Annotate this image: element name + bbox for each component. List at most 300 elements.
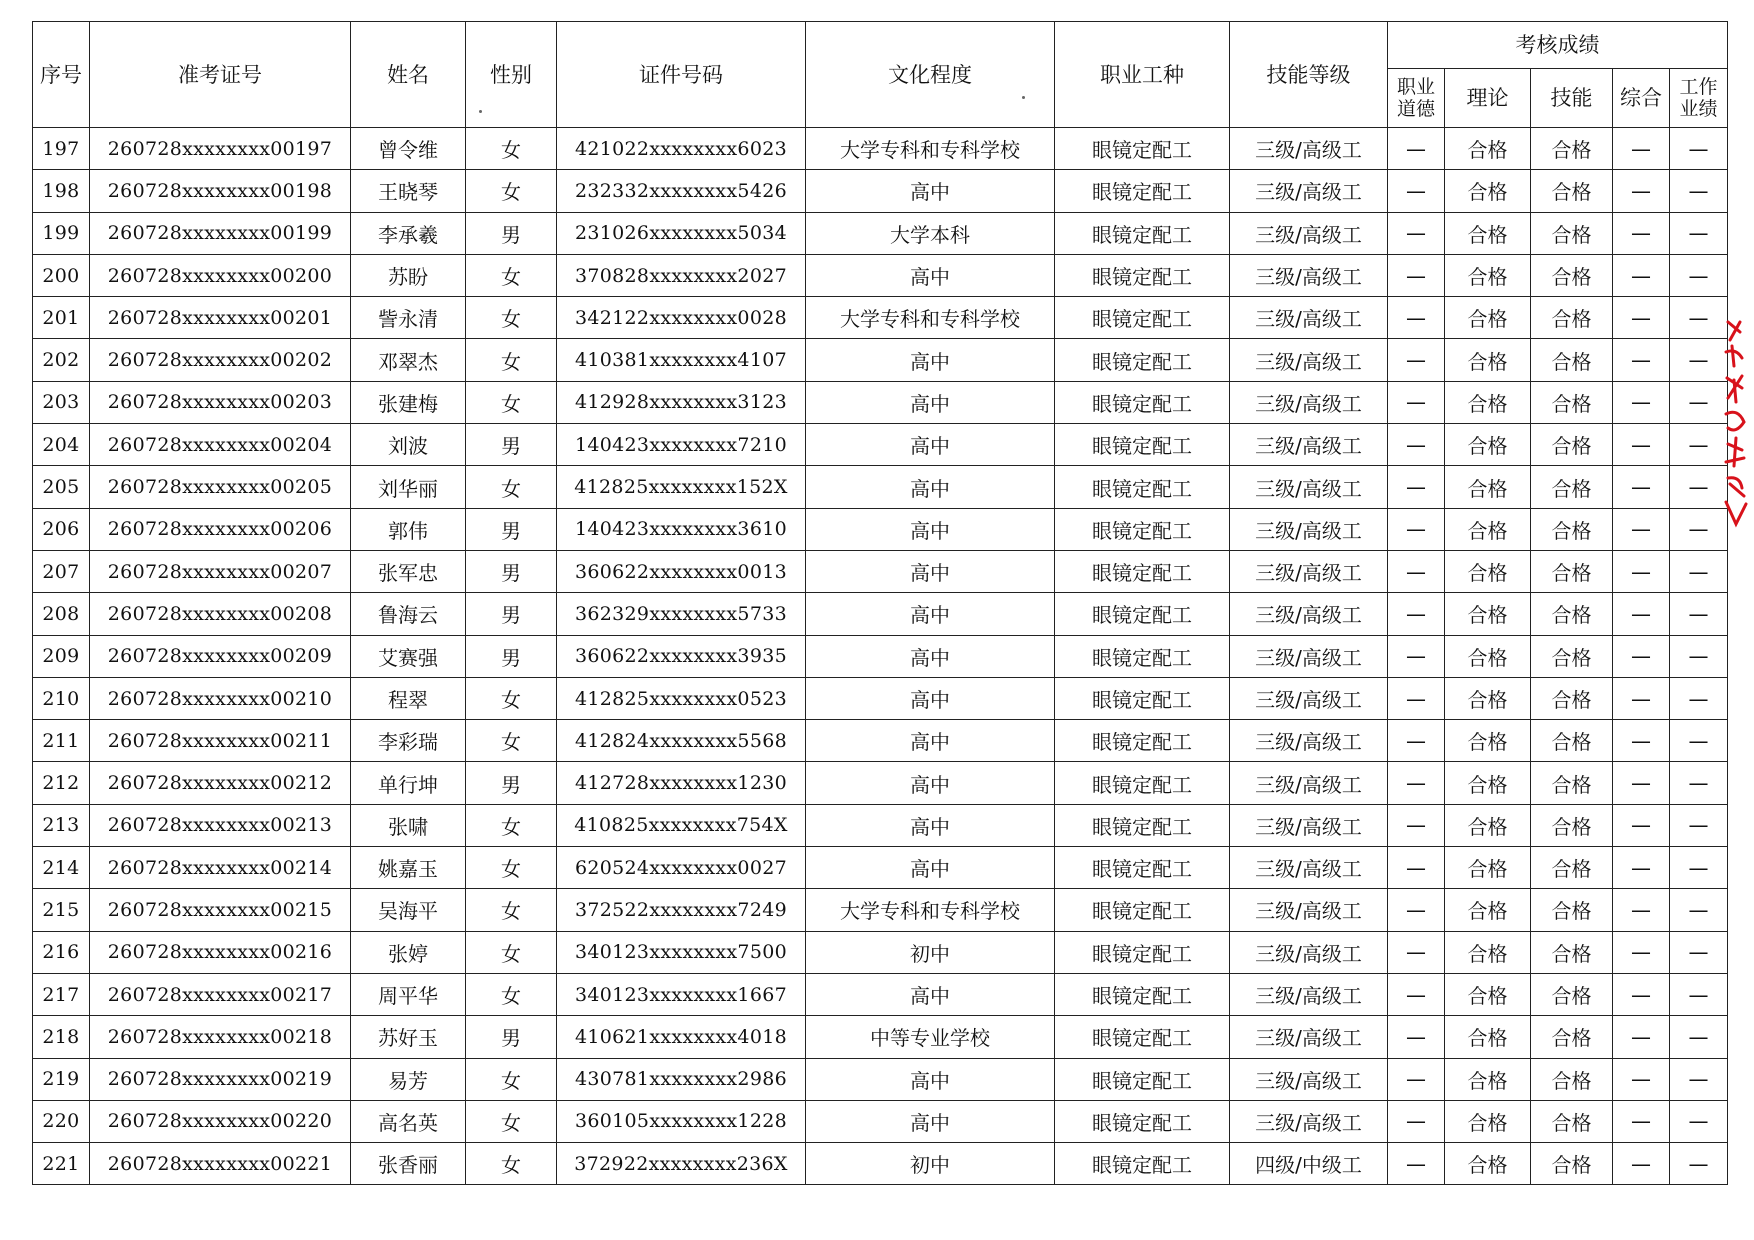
name-cell: 程翠 <box>351 677 466 719</box>
table-row <box>33 466 1728 508</box>
seq-cell: 205 <box>33 466 90 508</box>
seq-cell: 219 <box>33 1058 90 1100</box>
skill-cell: 合格 <box>1531 1100 1613 1142</box>
id-number-cell: 410621xxxxxxxx4018 <box>557 1016 806 1058</box>
header-occupation: 职业工种 <box>1055 22 1230 128</box>
table-row <box>33 254 1728 296</box>
skill-level-cell: 三级/高级工 <box>1230 1100 1388 1142</box>
skill-level-cell: 三级/高级工 <box>1230 889 1388 931</box>
ethics-cell: — <box>1388 1058 1445 1100</box>
seq-cell: 221 <box>33 1143 90 1185</box>
education-cell: 高中 <box>806 762 1055 804</box>
theory-cell: 合格 <box>1445 804 1531 846</box>
occupation-cell: 眼镜定配工 <box>1055 593 1230 635</box>
theory-cell: 合格 <box>1445 720 1531 762</box>
skill-cell: 合格 <box>1531 593 1613 635</box>
ticket-cell: 260728xxxxxxxx00201 <box>90 297 351 339</box>
skill-level-cell: 三级/高级工 <box>1230 170 1388 212</box>
theory-cell: 合格 <box>1445 508 1531 550</box>
occupation-cell: 眼镜定配工 <box>1055 170 1230 212</box>
education-cell: 高中 <box>806 424 1055 466</box>
id-number-cell: 340123xxxxxxxx7500 <box>557 931 806 973</box>
name-cell: 郭伟 <box>351 508 466 550</box>
theory-cell: 合格 <box>1445 297 1531 339</box>
header-performance <box>1670 69 1728 128</box>
theory-cell: 合格 <box>1445 973 1531 1015</box>
gender-cell: 女 <box>466 128 557 170</box>
comprehensive-cell: — <box>1613 170 1670 212</box>
gender-cell: 女 <box>466 804 557 846</box>
education-cell: 高中 <box>806 1100 1055 1142</box>
gender-cell: 男 <box>466 212 557 254</box>
seq-cell: 204 <box>33 424 90 466</box>
red-mark <box>1728 478 1744 496</box>
name-cell: 高名英 <box>351 1100 466 1142</box>
education-cell: 高中 <box>806 847 1055 889</box>
occupation-cell: 眼镜定配工 <box>1055 254 1230 296</box>
scan-speck <box>479 110 482 113</box>
id-number-cell: 620524xxxxxxxx0027 <box>557 847 806 889</box>
education-cell: 高中 <box>806 339 1055 381</box>
seq-cell: 200 <box>33 254 90 296</box>
theory-cell: 合格 <box>1445 1058 1531 1100</box>
id-number-cell: 412825xxxxxxxx152X <box>557 466 806 508</box>
id-number-cell: 412728xxxxxxxx1230 <box>557 762 806 804</box>
name-cell: 张军忠 <box>351 550 466 592</box>
comprehensive-cell: — <box>1613 847 1670 889</box>
name-cell: 张啸 <box>351 804 466 846</box>
theory-cell: 合格 <box>1445 424 1531 466</box>
ethics-cell: — <box>1388 593 1445 635</box>
skill-level-cell: 三级/高级工 <box>1230 381 1388 423</box>
seq-cell: 199 <box>33 212 90 254</box>
ticket-cell: 260728xxxxxxxx00217 <box>90 973 351 1015</box>
theory-cell: 合格 <box>1445 128 1531 170</box>
education-cell: 高中 <box>806 973 1055 1015</box>
skill-level-cell: 三级/高级工 <box>1230 254 1388 296</box>
table-row <box>33 931 1728 973</box>
name-cell: 苏好玉 <box>351 1016 466 1058</box>
name-cell: 李彩瑞 <box>351 720 466 762</box>
gender-cell: 女 <box>466 339 557 381</box>
occupation-cell: 眼镜定配工 <box>1055 635 1230 677</box>
gender-cell: 女 <box>466 170 557 212</box>
occupation-cell: 眼镜定配工 <box>1055 1100 1230 1142</box>
seq-cell: 216 <box>33 931 90 973</box>
skill-level-cell: 三级/高级工 <box>1230 466 1388 508</box>
ticket-cell: 260728xxxxxxxx00211 <box>90 720 351 762</box>
skill-level-cell: 三级/高级工 <box>1230 508 1388 550</box>
theory-cell: 合格 <box>1445 931 1531 973</box>
theory-cell: 合格 <box>1445 212 1531 254</box>
gender-cell: 男 <box>466 762 557 804</box>
occupation-cell: 眼镜定配工 <box>1055 804 1230 846</box>
seq-cell: 198 <box>33 170 90 212</box>
education-cell: 中等专业学校 <box>806 1016 1055 1058</box>
header-ticket: 准考证号 <box>90 22 351 128</box>
ticket-cell: 260728xxxxxxxx00216 <box>90 931 351 973</box>
skill-cell: 合格 <box>1531 170 1613 212</box>
id-number-cell: 410381xxxxxxxx4107 <box>557 339 806 381</box>
table-row <box>33 424 1728 466</box>
seq-cell: 218 <box>33 1016 90 1058</box>
results-body <box>33 128 1728 1185</box>
ticket-cell: 260728xxxxxxxx00203 <box>90 381 351 423</box>
table-row <box>33 1016 1728 1058</box>
comprehensive-cell: — <box>1613 508 1670 550</box>
ticket-cell: 260728xxxxxxxx00210 <box>90 677 351 719</box>
performance-cell: — <box>1670 762 1728 804</box>
table-row <box>33 297 1728 339</box>
performance-cell: — <box>1670 508 1728 550</box>
skill-level-cell: 三级/高级工 <box>1230 973 1388 1015</box>
name-cell: 刘波 <box>351 424 466 466</box>
comprehensive-cell: — <box>1613 1016 1670 1058</box>
skill-cell: 合格 <box>1531 339 1613 381</box>
ethics-cell: — <box>1388 424 1445 466</box>
name-cell: 张建梅 <box>351 381 466 423</box>
comprehensive-cell: — <box>1613 424 1670 466</box>
comprehensive-cell: — <box>1613 804 1670 846</box>
ethics-cell: — <box>1388 635 1445 677</box>
performance-cell: — <box>1670 466 1728 508</box>
gender-cell: 女 <box>466 254 557 296</box>
gender-cell: 男 <box>466 508 557 550</box>
ethics-cell: — <box>1388 762 1445 804</box>
header-skill-level: 技能等级 <box>1230 22 1388 128</box>
ethics-cell: — <box>1388 508 1445 550</box>
seq-cell: 212 <box>33 762 90 804</box>
id-number-cell: 362329xxxxxxxx5733 <box>557 593 806 635</box>
skill-cell: 合格 <box>1531 254 1613 296</box>
ticket-cell: 260728xxxxxxxx00199 <box>90 212 351 254</box>
ethics-cell: — <box>1388 847 1445 889</box>
performance-cell: — <box>1670 593 1728 635</box>
education-cell: 大学本科 <box>806 212 1055 254</box>
performance-cell: — <box>1670 1100 1728 1142</box>
performance-cell: — <box>1670 381 1728 423</box>
table-row <box>33 973 1728 1015</box>
table-row <box>33 762 1728 804</box>
ticket-cell: 260728xxxxxxxx00219 <box>90 1058 351 1100</box>
ethics-cell: — <box>1388 1016 1445 1058</box>
seq-cell: 209 <box>33 635 90 677</box>
header-gender: 性别 <box>466 22 557 128</box>
theory-cell: 合格 <box>1445 339 1531 381</box>
theory-cell: 合格 <box>1445 550 1531 592</box>
occupation-cell: 眼镜定配工 <box>1055 889 1230 931</box>
name-cell: 张香丽 <box>351 1143 466 1185</box>
skill-level-cell: 三级/高级工 <box>1230 804 1388 846</box>
seq-cell: 211 <box>33 720 90 762</box>
ticket-cell: 260728xxxxxxxx00213 <box>90 804 351 846</box>
id-number-cell: 360622xxxxxxxx0013 <box>557 550 806 592</box>
name-cell: 周平华 <box>351 973 466 1015</box>
ethics-cell: — <box>1388 804 1445 846</box>
name-cell: 刘华丽 <box>351 466 466 508</box>
ticket-cell: 260728xxxxxxxx00198 <box>90 170 351 212</box>
gender-cell: 女 <box>466 1100 557 1142</box>
skill-cell: 合格 <box>1531 1143 1613 1185</box>
occupation-cell: 眼镜定配工 <box>1055 381 1230 423</box>
skill-cell: 合格 <box>1531 635 1613 677</box>
performance-cell: — <box>1670 128 1728 170</box>
red-mark <box>1726 502 1746 524</box>
occupation-cell: 眼镜定配工 <box>1055 128 1230 170</box>
red-mark <box>1726 412 1744 430</box>
skill-level-cell: 三级/高级工 <box>1230 931 1388 973</box>
ethics-cell: — <box>1388 889 1445 931</box>
comprehensive-cell: — <box>1613 973 1670 1015</box>
skill-level-cell: 三级/高级工 <box>1230 593 1388 635</box>
theory-cell: 合格 <box>1445 593 1531 635</box>
skill-level-cell: 三级/高级工 <box>1230 1058 1388 1100</box>
skill-level-cell: 三级/高级工 <box>1230 847 1388 889</box>
ethics-cell: — <box>1388 297 1445 339</box>
header-education: 文化程度 <box>806 22 1055 128</box>
id-number-cell: 372922xxxxxxxx236X <box>557 1143 806 1185</box>
name-cell: 訾永清 <box>351 297 466 339</box>
ethics-cell: — <box>1388 254 1445 296</box>
skill-level-cell: 三级/高级工 <box>1230 212 1388 254</box>
theory-cell: 合格 <box>1445 1016 1531 1058</box>
seq-cell: 201 <box>33 297 90 339</box>
performance-cell: — <box>1670 1143 1728 1185</box>
seq-cell: 202 <box>33 339 90 381</box>
education-cell: 初中 <box>806 1143 1055 1185</box>
skill-cell: 合格 <box>1531 889 1613 931</box>
theory-cell: 合格 <box>1445 381 1531 423</box>
gender-cell: 女 <box>466 297 557 339</box>
ticket-cell: 260728xxxxxxxx00207 <box>90 550 351 592</box>
comprehensive-cell: — <box>1613 550 1670 592</box>
ethics-cell: — <box>1388 466 1445 508</box>
performance-cell: — <box>1670 804 1728 846</box>
education-cell: 高中 <box>806 381 1055 423</box>
occupation-cell: 眼镜定配工 <box>1055 466 1230 508</box>
ticket-cell: 260728xxxxxxxx00212 <box>90 762 351 804</box>
skill-cell: 合格 <box>1531 381 1613 423</box>
occupation-cell: 眼镜定配工 <box>1055 339 1230 381</box>
skill-cell: 合格 <box>1531 508 1613 550</box>
skill-cell: 合格 <box>1531 720 1613 762</box>
skill-cell: 合格 <box>1531 804 1613 846</box>
comprehensive-cell: — <box>1613 212 1670 254</box>
gender-cell: 女 <box>466 677 557 719</box>
gender-cell: 女 <box>466 720 557 762</box>
gender-cell: 男 <box>466 424 557 466</box>
theory-cell: 合格 <box>1445 847 1531 889</box>
education-cell: 高中 <box>806 254 1055 296</box>
id-number-cell: 410825xxxxxxxx754X <box>557 804 806 846</box>
skill-level-cell: 四级/中级工 <box>1230 1143 1388 1185</box>
skill-cell: 合格 <box>1531 931 1613 973</box>
header-row <box>33 22 1728 69</box>
header-name: 姓名 <box>351 22 466 128</box>
skill-cell: 合格 <box>1531 466 1613 508</box>
skill-cell: 合格 <box>1531 1016 1613 1058</box>
comprehensive-cell: — <box>1613 254 1670 296</box>
theory-cell: 合格 <box>1445 635 1531 677</box>
skill-cell: 合格 <box>1531 212 1613 254</box>
occupation-cell: 眼镜定配工 <box>1055 550 1230 592</box>
name-cell: 邓翠杰 <box>351 339 466 381</box>
comprehensive-cell: — <box>1613 1100 1670 1142</box>
theory-cell: 合格 <box>1445 1143 1531 1185</box>
performance-cell: — <box>1670 973 1728 1015</box>
occupation-cell: 眼镜定配工 <box>1055 297 1230 339</box>
skill-cell: 合格 <box>1531 762 1613 804</box>
table-row <box>33 1058 1728 1100</box>
id-number-cell: 430781xxxxxxxx2986 <box>557 1058 806 1100</box>
gender-cell: 女 <box>466 1143 557 1185</box>
skill-level-cell: 三级/高级工 <box>1230 297 1388 339</box>
id-number-cell: 140423xxxxxxxx3610 <box>557 508 806 550</box>
table-row <box>33 170 1728 212</box>
theory-cell: 合格 <box>1445 1100 1531 1142</box>
table-row <box>33 1100 1728 1142</box>
table-row <box>33 1143 1728 1185</box>
header-ethics <box>1388 69 1445 128</box>
comprehensive-cell: — <box>1613 466 1670 508</box>
ethics-cell: — <box>1388 381 1445 423</box>
comprehensive-cell: — <box>1613 762 1670 804</box>
occupation-cell: 眼镜定配工 <box>1055 720 1230 762</box>
ticket-cell: 260728xxxxxxxx00206 <box>90 508 351 550</box>
table-row <box>33 128 1728 170</box>
ethics-cell: — <box>1388 212 1445 254</box>
name-cell: 易芳 <box>351 1058 466 1100</box>
skill-level-cell: 三级/高级工 <box>1230 720 1388 762</box>
ethics-cell: — <box>1388 931 1445 973</box>
performance-cell: — <box>1670 1058 1728 1100</box>
table-row <box>33 677 1728 719</box>
performance-cell: — <box>1670 847 1728 889</box>
ethics-cell: — <box>1388 170 1445 212</box>
gender-cell: 女 <box>466 381 557 423</box>
ticket-cell: 260728xxxxxxxx00220 <box>90 1100 351 1142</box>
occupation-cell: 眼镜定配工 <box>1055 847 1230 889</box>
table-row <box>33 804 1728 846</box>
education-cell: 高中 <box>806 593 1055 635</box>
id-number-cell: 340123xxxxxxxx1667 <box>557 973 806 1015</box>
performance-cell: — <box>1670 424 1728 466</box>
header-id-number: 证件号码 <box>557 22 806 128</box>
header-performance-text: 工作业绩 <box>1679 76 1718 120</box>
table-row <box>33 889 1728 931</box>
comprehensive-cell: — <box>1613 635 1670 677</box>
header-comprehensive: 综合 <box>1613 69 1670 128</box>
scan-speck <box>1022 96 1025 99</box>
name-cell: 李承羲 <box>351 212 466 254</box>
ticket-cell: 260728xxxxxxxx00202 <box>90 339 351 381</box>
header-seq: 序号 <box>33 22 90 128</box>
gender-cell: 女 <box>466 931 557 973</box>
education-cell: 高中 <box>806 635 1055 677</box>
ethics-cell: — <box>1388 720 1445 762</box>
gender-cell: 男 <box>466 550 557 592</box>
seq-cell: 206 <box>33 508 90 550</box>
education-cell: 高中 <box>806 170 1055 212</box>
seq-cell: 197 <box>33 128 90 170</box>
education-cell: 高中 <box>806 508 1055 550</box>
comprehensive-cell: — <box>1613 297 1670 339</box>
ethics-cell: — <box>1388 973 1445 1015</box>
education-cell: 高中 <box>806 720 1055 762</box>
header-ethics-text: 职业道德 <box>1396 76 1435 120</box>
seq-cell: 220 <box>33 1100 90 1142</box>
comprehensive-cell: — <box>1613 381 1670 423</box>
skill-cell: 合格 <box>1531 847 1613 889</box>
id-number-cell: 370828xxxxxxxx2027 <box>557 254 806 296</box>
occupation-cell: 眼镜定配工 <box>1055 424 1230 466</box>
skill-level-cell: 三级/高级工 <box>1230 677 1388 719</box>
name-cell: 曾令维 <box>351 128 466 170</box>
gender-cell: 女 <box>466 1058 557 1100</box>
occupation-cell: 眼镜定配工 <box>1055 677 1230 719</box>
table-row <box>33 550 1728 592</box>
comprehensive-cell: — <box>1613 128 1670 170</box>
skill-cell: 合格 <box>1531 550 1613 592</box>
skill-level-cell: 三级/高级工 <box>1230 550 1388 592</box>
theory-cell: 合格 <box>1445 254 1531 296</box>
name-cell: 单行坤 <box>351 762 466 804</box>
gender-cell: 女 <box>466 466 557 508</box>
performance-cell: — <box>1670 297 1728 339</box>
education-cell: 大学专科和专科学校 <box>806 128 1055 170</box>
ethics-cell: — <box>1388 550 1445 592</box>
id-number-cell: 412928xxxxxxxx3123 <box>557 381 806 423</box>
id-number-cell: 421022xxxxxxxx6023 <box>557 128 806 170</box>
ticket-cell: 260728xxxxxxxx00215 <box>90 889 351 931</box>
theory-cell: 合格 <box>1445 677 1531 719</box>
ticket-cell: 260728xxxxxxxx00200 <box>90 254 351 296</box>
skill-level-cell: 三级/高级工 <box>1230 128 1388 170</box>
theory-cell: 合格 <box>1445 170 1531 212</box>
gender-cell: 女 <box>466 889 557 931</box>
name-cell: 艾赛强 <box>351 635 466 677</box>
table-row <box>33 720 1728 762</box>
ticket-cell: 260728xxxxxxxx00221 <box>90 1143 351 1185</box>
red-mark <box>1728 322 1740 340</box>
table-row <box>33 593 1728 635</box>
skill-level-cell: 三级/高级工 <box>1230 635 1388 677</box>
header-skill: 技能 <box>1531 69 1613 128</box>
gender-cell: 男 <box>466 1016 557 1058</box>
ticket-cell: 260728xxxxxxxx00204 <box>90 424 351 466</box>
id-number-cell: 412824xxxxxxxx5568 <box>557 720 806 762</box>
occupation-cell: 眼镜定配工 <box>1055 973 1230 1015</box>
ethics-cell: — <box>1388 1100 1445 1142</box>
seq-cell: 208 <box>33 593 90 635</box>
theory-cell: 合格 <box>1445 466 1531 508</box>
name-cell: 苏盼 <box>351 254 466 296</box>
ethics-cell: — <box>1388 339 1445 381</box>
seq-cell: 214 <box>33 847 90 889</box>
id-number-cell: 342122xxxxxxxx0028 <box>557 297 806 339</box>
comprehensive-cell: — <box>1613 889 1670 931</box>
education-cell: 大学专科和专科学校 <box>806 297 1055 339</box>
education-cell: 高中 <box>806 804 1055 846</box>
seq-cell: 207 <box>33 550 90 592</box>
name-cell: 吴海平 <box>351 889 466 931</box>
seq-cell: 210 <box>33 677 90 719</box>
red-handwritten-marks <box>1722 318 1750 528</box>
ticket-cell: 260728xxxxxxxx00197 <box>90 128 351 170</box>
id-number-cell: 360622xxxxxxxx3935 <box>557 635 806 677</box>
ticket-cell: 260728xxxxxxxx00209 <box>90 635 351 677</box>
education-cell: 初中 <box>806 931 1055 973</box>
